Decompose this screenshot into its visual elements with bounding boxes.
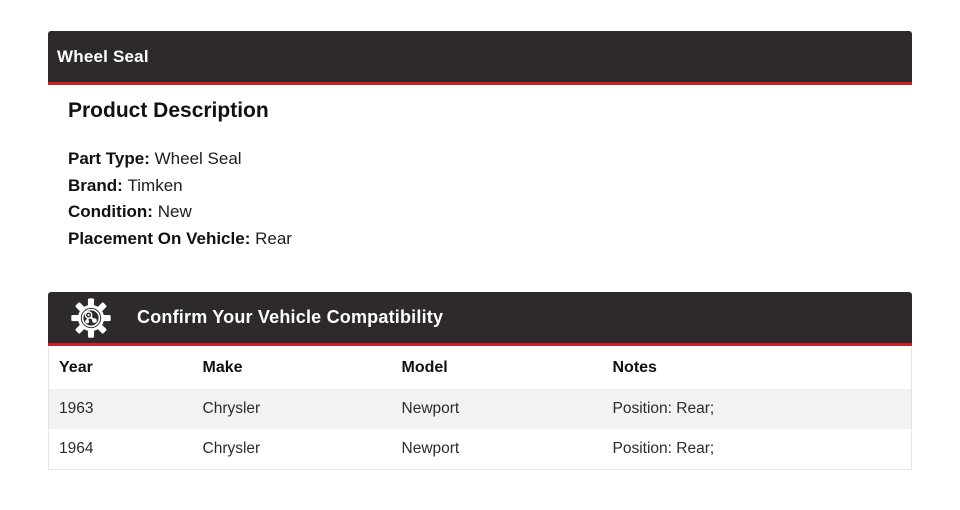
cell-notes: Position: Rear;	[612, 400, 715, 417]
table-header-row	[49, 346, 912, 389]
product-attributes	[68, 146, 912, 252]
product-title-bar	[48, 31, 912, 85]
cell-model: Newport	[401, 440, 460, 457]
attribute-placement	[68, 226, 912, 253]
attribute-part-type	[68, 146, 912, 173]
attribute-label: Brand:	[68, 175, 123, 195]
page-container	[48, 31, 912, 470]
attribute-brand	[68, 173, 912, 200]
attribute-label: Part Type:	[68, 149, 150, 168]
column-header-model: Model	[392, 346, 603, 389]
compatibility-heading: Confirm Your Vehicle Compatibility	[137, 307, 444, 327]
attribute-condition	[68, 199, 912, 226]
attribute-value: Wheel Seal	[154, 149, 242, 168]
cell-make: Chrysler	[202, 400, 261, 417]
cell-model: Newport	[401, 400, 460, 417]
column-header-make: Make	[193, 346, 392, 389]
product-title: Wheel Seal	[57, 46, 149, 66]
table-row	[49, 389, 912, 429]
column-header-year: Year	[49, 346, 193, 389]
compatibility-table	[48, 346, 912, 470]
attribute-label: Condition:	[68, 202, 153, 221]
attribute-label: Placement On Vehicle:	[68, 228, 251, 248]
cell-year: 1963	[59, 400, 94, 417]
attribute-value: New	[157, 202, 192, 221]
gear-icon	[70, 297, 112, 339]
cell-make: Chrysler	[202, 440, 261, 457]
compatibility-header-bar	[48, 292, 912, 346]
cell-year: 1964	[59, 440, 94, 457]
product-description-heading: Product Description	[68, 99, 269, 122]
column-header-notes: Notes	[603, 346, 912, 389]
attribute-value: Timken	[127, 175, 183, 195]
cell-notes: Position: Rear;	[612, 440, 715, 457]
attribute-value: Rear	[255, 228, 292, 248]
table-row	[49, 429, 912, 470]
